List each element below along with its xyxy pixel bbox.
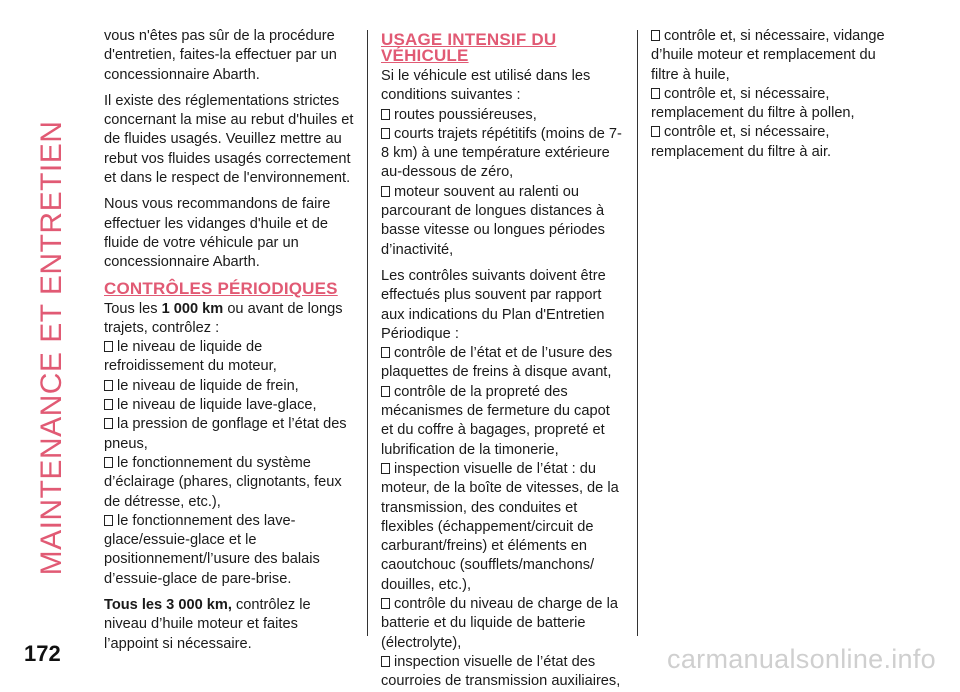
list-item	[104, 396, 356, 415]
paragraph: Nous vous recommandons de faire effectuer les vidanges d'huile et de fluide de votre véhicule par un concessionnaire Abarth.	[104, 196, 331, 271]
paragraph-lead	[104, 300, 356, 339]
oil-check-text: contrôlez le niveau d’huile moteur et faites l’appoint si nécessaire.	[104, 597, 311, 652]
column-divider	[367, 30, 368, 636]
list-item	[651, 27, 897, 85]
watermark: carmanualsonline.info	[667, 644, 936, 674]
checkbox-bullet-icon	[381, 128, 390, 139]
list-item-text: routes poussiéreuses,	[394, 106, 537, 123]
column-divider	[637, 30, 638, 636]
list-item-text: inspection visuelle de l’état des courroies de transmission auxiliaires,	[381, 653, 621, 690]
checkbox-bullet-icon	[381, 656, 390, 667]
column-1	[104, 27, 356, 661]
list-item-text: contrôle et, si nécessaire, remplacement du filtre à air.	[651, 124, 832, 160]
checkbox-bullet-icon	[381, 463, 390, 474]
checkbox-bullet-icon	[381, 347, 390, 358]
side-section-title: MAINTENANCE ET ENTRETIEN	[35, 120, 68, 576]
section-heading-controles: CONTRÔLES PÉRIODIQUES	[104, 278, 338, 298]
list-item	[104, 338, 356, 377]
page-number: 172	[24, 641, 61, 666]
list-item-text: la pression de gonflage et l’état des pneus,	[104, 416, 347, 452]
checkbox-bullet-icon	[104, 380, 113, 391]
column-2	[381, 27, 624, 692]
paragraph: Les contrôles suivants doivent être effectués plus souvent par rapport aux indications du Plan d'Entretien Périodique :	[381, 267, 606, 342]
list-item	[381, 344, 624, 383]
list-item	[381, 653, 624, 692]
list-item	[381, 383, 624, 460]
list-item-text: contrôle et, si nécessaire, vidange d’huile moteur et remplacement du filtre à huile,	[651, 28, 885, 83]
paragraph: Si le véhicule est utilisé dans les conditions suivantes :	[381, 68, 591, 104]
list-item-text: inspection visuelle de l’état : du moteur, de la boîte de vitesses, de la transmission, des conduites et flexibles (échappement/circuit de carburant/freins) et éléments en caoutchouc (soufflets/manchons/ douilles, etc.),	[381, 460, 619, 593]
oil-check-distance: Tous les 3 000 km,	[104, 597, 232, 614]
column-3	[651, 27, 897, 162]
list-item	[104, 512, 356, 589]
checkbox-bullet-icon	[651, 126, 660, 137]
list-item	[381, 460, 624, 595]
checkbox-bullet-icon	[104, 457, 113, 468]
list-item	[381, 106, 624, 125]
lead-text: Tous les	[104, 300, 162, 317]
checkbox-bullet-icon	[104, 418, 113, 429]
list-item-text: le niveau de liquide lave-glace,	[117, 397, 317, 414]
paragraph-oil-check	[104, 596, 356, 654]
list-item	[651, 123, 897, 162]
checkbox-bullet-icon	[104, 399, 113, 410]
list-item	[381, 125, 624, 183]
list-item-text: contrôle du niveau de charge de la batterie et du liquide de batterie (électrolyte),	[381, 596, 618, 651]
list-item-text: le niveau de liquide de frein,	[117, 377, 299, 394]
list-item	[104, 415, 356, 454]
checkbox-bullet-icon	[381, 186, 390, 197]
list-item-text: moteur souvent au ralenti ou parcourant de longues distances à basse vitesse ou longues périodes d’inactivité,	[381, 183, 605, 258]
list-item	[381, 183, 624, 260]
list-item-text: le fonctionnement du système d’éclairage (phares, clignotants, feux de détresse, etc.),	[104, 454, 342, 510]
lead-distance: 1 000 km	[161, 300, 224, 317]
checkbox-bullet-icon	[651, 30, 660, 41]
list-item-text: le niveau de liquide de refroidissement du moteur,	[104, 339, 277, 375]
list-item-text: le fonctionnement des lave-glace/essuie-glace et le positionnement/l’usure des balais d’essuie-glace de pare-brise.	[104, 512, 320, 587]
list-item-text: contrôle et, si nécessaire, remplacement du filtre à pollen,	[651, 85, 855, 122]
list-item	[104, 454, 356, 512]
lead-text: ou avant de longs trajets, contrôlez :	[104, 300, 343, 336]
checkbox-bullet-icon	[651, 88, 660, 99]
checkbox-bullet-icon	[381, 109, 390, 120]
paragraph: Il existe des réglementations strictes concernant la mise au rebut d'huiles et de fluides usagés. Veuillez mettre au rebut vos fluides usagés correctement et dans le respect de l'environnement.	[104, 92, 354, 187]
checkbox-bullet-icon	[104, 341, 113, 352]
list-item	[651, 85, 897, 124]
list-item-text: contrôle de l’état et de l’usure des plaquettes de freins à disque avant,	[381, 345, 613, 381]
checkbox-bullet-icon	[104, 515, 113, 526]
section-heading-usage-intensif: USAGE INTENSIF DU VÉHICULE	[381, 30, 557, 65]
list-item-text: courts trajets répétitifs (moins de 7-8 km) à une température extérieure au-dessous de zéro,	[381, 125, 622, 181]
checkbox-bullet-icon	[381, 386, 390, 397]
checkbox-bullet-icon	[381, 598, 390, 609]
paragraph: vous n'êtes pas sûr de la procédure d'entretien, faites-la effectuer par un concessionnaire Abarth.	[104, 28, 337, 83]
list-item	[381, 595, 624, 653]
list-item-text: contrôle de la propreté des mécanismes de fermeture du capot et du coffre à bagages, propreté et lubrification de la timonerie,	[381, 383, 610, 458]
list-item	[104, 377, 356, 396]
